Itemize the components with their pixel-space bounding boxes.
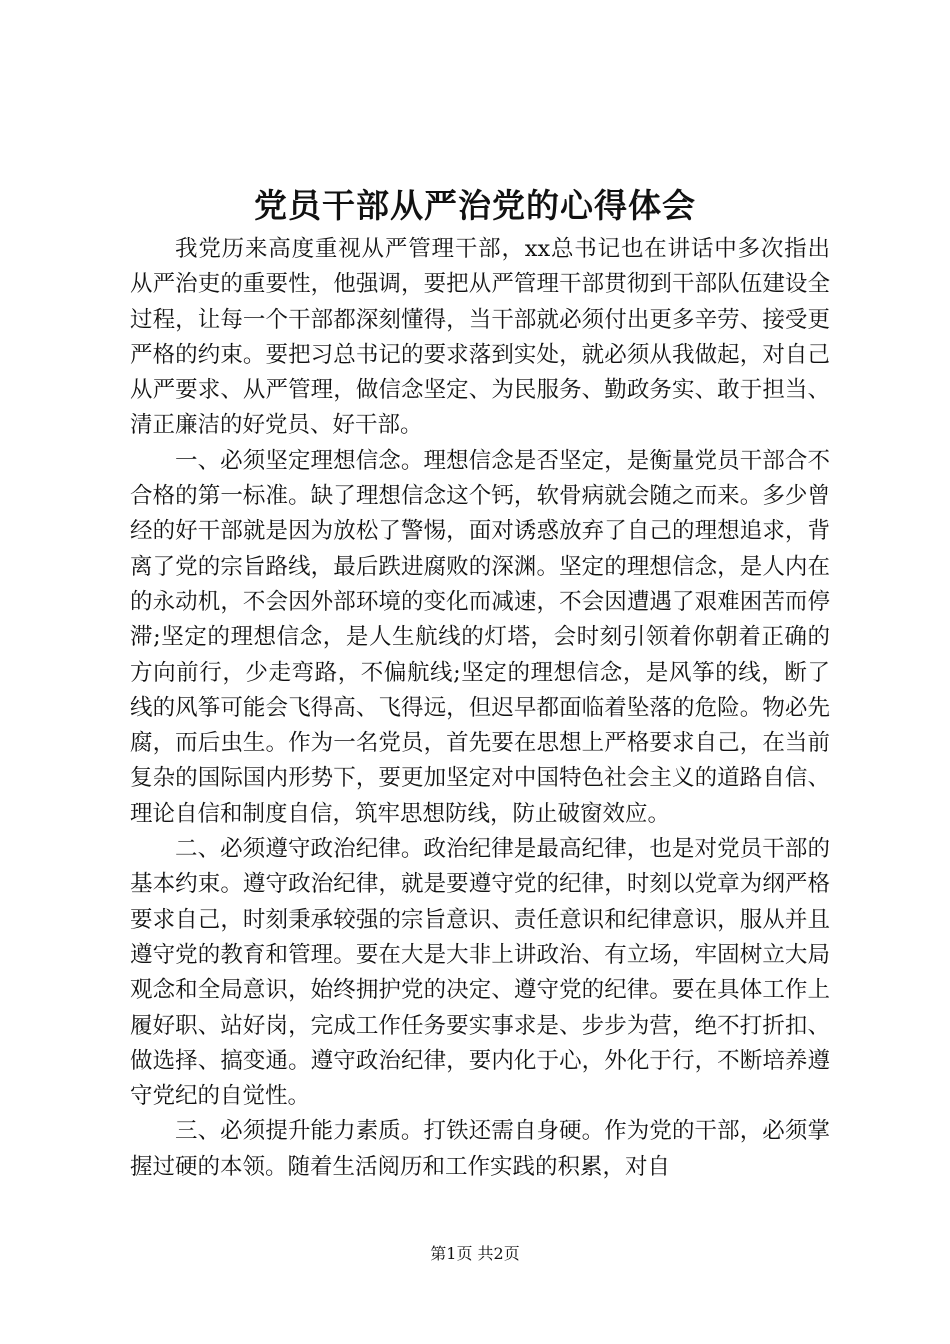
document-title: 党员干部从严治党的心得体会	[254, 186, 696, 225]
page-footer: 第1页 共2页	[430, 1244, 520, 1263]
paragraph-section-2: 二、必须遵守政治纪律。政治纪律是最高纪律，也是对党员干部的基本约束。遵守政治纪律，就是要遵守党的纪律，时刻以党章为纲严格要求自己，时刻秉承较强的宗旨意识、责任意识和纪律意识，服从并且遵守党的教育和管理。要在大是大非上讲政治、有立场，牢固树立大局观念和全局意识，始终拥护党的决定、遵守党的纪律。要在具体工作上履好职、站好岗，完成工作任务要实事求是、步步为营，绝不打折扣、做选择、搞变通。遵守政治纪律，要内化于心，外化于行，不断培养遵守党纪的自觉性。	[130, 836, 830, 1110]
paragraph-section-1: 一、必须坚定理想信念。理想信念是否坚定，是衡量党员干部合不合格的第一标准。缺了理想信念这个钙，软骨病就会随之而来。多少曾经的好干部就是因为放松了警惕，面对诱惑放弃了自己的理想追求，背离了党的宗旨路线，最后跌进腐败的深渊。坚定的理想信念，是人内在的永动机，不会因外部环境的变化而减速，不会因遭遇了艰难困苦而停滞;坚定的理想信念，是人生航线的灯塔，会时刻引领着你朝着正确的方向前行，少走弯路，不偏航线;坚定的理想信念，是风筝的线，断了线的风筝可能会飞得高、飞得远，但迟早都面临着坠落的危险。物必先腐，而后虫生。作为一名党员，首先要在思想上严格要求自己，在当前复杂的国际国内形势下，要更加坚定对中国特色社会主义的道路自信、理论自信和制度自信，筑牢思想防线，防止破窗效应。	[130, 447, 830, 827]
paragraph-intro: 我党历来高度重视从严管理干部，xx总书记也在讲话中多次指出从严治吏的重要性，他强调，要把从严管理干部贯彻到干部队伍建设全过程，让每一个干部都深刻懂得，当干部就必须付出更多辛劳、接受更严格的约束。要把习总书记的要求落到实处，就必须从我做起，对自己从严要求、从严管理，做信念坚定、为民服务、勤政务实、敢于担当、清正廉洁的好党员、好干部。	[130, 236, 830, 439]
document-body	[130, 232, 830, 1185]
paragraph-section-3: 三、必须提升能力素质。打铁还需自身硬。作为党的干部，必须掌握过硬的本领。随着生活阅历和工作实践的积累，对自	[130, 1118, 830, 1180]
